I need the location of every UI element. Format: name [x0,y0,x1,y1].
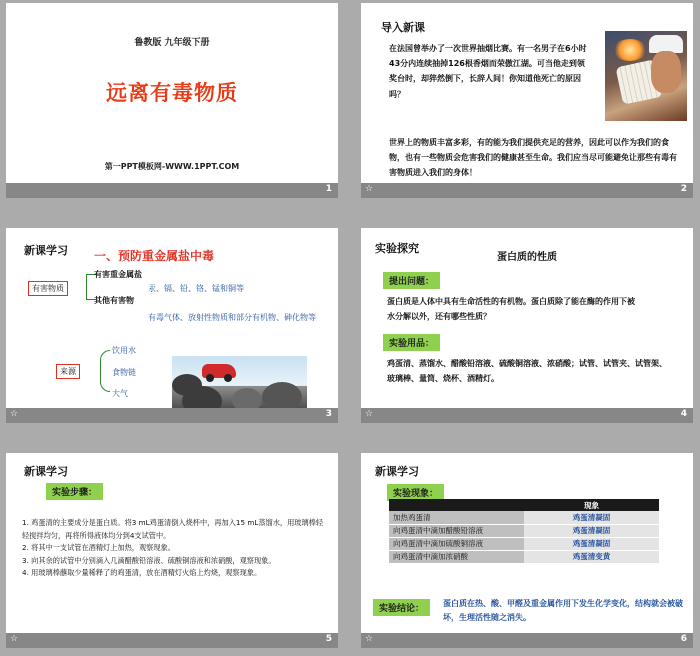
slide-header: 新课学习 [24,244,68,257]
slide-number: 6 [680,634,687,644]
slide-subtitle: 蛋白质的性质 [497,252,557,263]
supplies-tag: 实验用品： [383,334,440,351]
conclusion-tag: 实验结论： [373,599,430,616]
metals-list: 汞、镉、铅、铬、锰和铜等 [148,284,244,293]
slide-number: 4 [680,409,687,419]
table-row [389,550,659,563]
slide-2[interactable] [361,3,693,198]
step-item: 3. 向其余的试管中分别滴入几滴醋酸铅溶液、硫酸铜溶液和浓硝酸，观察现象。 [22,555,276,565]
table-row [389,524,659,537]
steps-tag: 实验步骤： [46,483,103,500]
slide-footer [361,633,693,648]
steps-list [22,517,327,580]
car-exhaust-illustration [172,356,307,410]
column-header: 现象 [524,499,659,511]
operation-cell: 加热鸡蛋清 [389,511,524,524]
section-title: 一、预防重金属盐中毒 [94,249,215,263]
result-cell: 鸡蛋清凝固 [524,537,659,550]
source-water: 饮用水 [112,346,136,355]
site-label: 第一PPT模板网-WWW.1PPT.COM [104,162,240,171]
slide-5[interactable] [6,453,338,648]
intro-paragraph: 在法国曾举办了一次世界抽烟比赛。有一名男子在6小时43分内连续抽掉126根香烟而荣傲江湖。可当他走到领奖台时，却猝然倒下，长辞人间！你知道他死亡的原因吗？ [389,44,587,99]
supplies-text: 鸡蛋清、蒸馏水、醋酸铅溶液、硫酸铜溶液、浓硝酸；试管、试管夹、试管架、玻璃棒、量筒、烧杯、酒精灯。 [387,359,667,384]
publisher-label: 鲁教版 九年级下册 [134,38,210,48]
slide-3[interactable] [6,228,338,423]
result-cell: 鸡蛋清变黄 [524,550,659,563]
slide-title: 远离有毒物质 [106,81,238,105]
source-air: 大气 [112,389,128,398]
table-header-row [389,499,659,511]
conclusion-text: 蛋白质在热、酸、甲醛及重金属作用下发生化学变化，结构就会被破坏，生理活性随之消失。 [443,599,683,623]
summary-paragraph: 世界上的物质丰富多彩，有的能为我们提供充足的营养，因此可以作为我们的食物，也有一些物质会危害我们的健康甚至生命。我们应当尽可能避免让那些有毒有害物质进入我们的身体！ [389,138,677,178]
result-cell: 鸡蛋清凝固 [524,511,659,524]
source-box: 来源 [56,364,80,379]
step-item: 1. 鸡蛋清的主要成分是蛋白质。将3 mL鸡蛋清倒入烧杯中，再加入15 mL蒸馏水，用玻璃棒轻轻搅拌均匀，再将所得液体均分到4支试管中。 [22,518,324,540]
slide-4[interactable] [361,228,693,423]
slide-footer [6,408,338,423]
slide-header: 导入新课 [381,21,425,34]
source-bracket [100,350,110,392]
star-icon: ☆ [365,184,374,194]
slide-number: 1 [325,184,332,194]
slide-header: 实验探究 [375,242,419,255]
smoking-contest-photo [605,31,687,121]
other-harmful-detail: 有毒气体、放射性物质和部分有机物、砷化物等 [148,313,316,322]
star-icon: ☆ [365,409,374,419]
slide-footer [6,183,338,198]
table-row [389,511,659,524]
phenomena-tag: 实验现象： [387,484,444,501]
slide-number: 3 [325,409,332,419]
source-food-chain: 食物链 [112,368,136,377]
star-icon: ☆ [365,634,374,644]
slide-number: 5 [325,634,332,644]
question-tag: 提出问题： [383,272,440,289]
phenomena-table [389,499,659,564]
operation-cell: 向鸡蛋清中滴加浓硝酸 [389,550,524,563]
operation-cell: 向鸡蛋清中滴加醋酸铅溶液 [389,524,524,537]
heavy-metal-label: 有害重金属盐 [94,270,142,279]
slide-footer [361,183,693,198]
harmful-substances-box: 有害物质 [28,281,68,296]
other-harmful-label: 其他有害物 [94,296,134,305]
step-item: 2. 将其中一支试管在酒精灯上加热，观察现象。 [22,543,175,553]
star-icon: ☆ [10,634,19,644]
slide-6[interactable] [361,453,693,648]
slide-number: 2 [680,184,687,194]
step-item: 4. 用玻璃棒蘸取少量稀释了的鸡蛋清，放在酒精灯火焰上灼烧，观察现象。 [22,568,262,578]
slide-footer [361,408,693,423]
star-icon: ☆ [10,409,19,419]
slide-header: 新课学习 [375,465,419,478]
operation-cell: 向鸡蛋清中滴加硫酸铜溶液 [389,537,524,550]
slide-header: 新课学习 [24,465,68,478]
slide-footer [6,633,338,648]
question-text: 蛋白质是人体中具有生命活性的有机物。蛋白质除了能在酶的作用下被水分解以外，还有哪些性质？ [387,297,635,322]
table-row [389,537,659,550]
slide-1[interactable] [6,3,338,198]
result-cell: 鸡蛋清凝固 [524,524,659,537]
